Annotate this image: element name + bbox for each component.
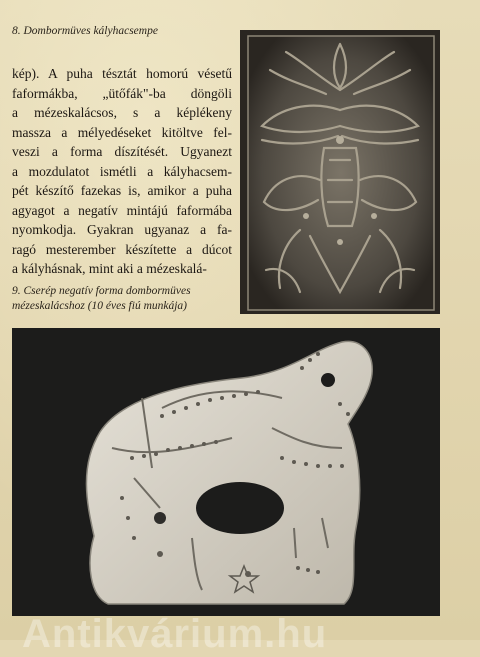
body-line: veszi a forma díszítését. Ugyanezt bbox=[12, 144, 232, 159]
figure-9-caption-line: 9. Cserép negatív forma dombormüves bbox=[12, 285, 191, 297]
clay-form-photo bbox=[12, 328, 440, 616]
body-text bbox=[12, 64, 232, 279]
clay-horse-illustration bbox=[12, 328, 440, 616]
body-line: nyomkodja. Gyakran ugyanaz a fa- bbox=[12, 222, 232, 237]
body-line: a mézeskalácsos, s a képlékeny bbox=[12, 105, 232, 120]
figure-9-caption-line: mézeskalácshoz (10 éves fiú munkája) bbox=[12, 300, 188, 312]
body-line: faformákba, „ütőfák"-ba döngöli bbox=[12, 85, 232, 101]
figure-8-caption: 8. Dombormüves kályhacsempe bbox=[12, 25, 158, 37]
body-line: agyagot a negatív mintájú faformába bbox=[12, 202, 232, 218]
stove-tile-illustration bbox=[240, 30, 440, 314]
body-line: massza a mélyedéseket kitöltve fel- bbox=[12, 124, 232, 140]
watermark: Antikvárium.hu bbox=[22, 612, 328, 656]
body-line: a kályhásnak, mint aki a mézeskalá- bbox=[12, 261, 207, 276]
figure-9-caption bbox=[12, 284, 232, 314]
body-line: pét készítő fazekas is, amikor a puha bbox=[12, 183, 232, 198]
body-line: kép). A puha tésztát homorú vésetű bbox=[12, 66, 232, 81]
body-line: a mozdulatot ismétli a kályhacsem- bbox=[12, 163, 232, 179]
body-line: ragó mesterember készítette a dúcot bbox=[12, 241, 232, 257]
stove-tile-photo bbox=[240, 30, 440, 314]
